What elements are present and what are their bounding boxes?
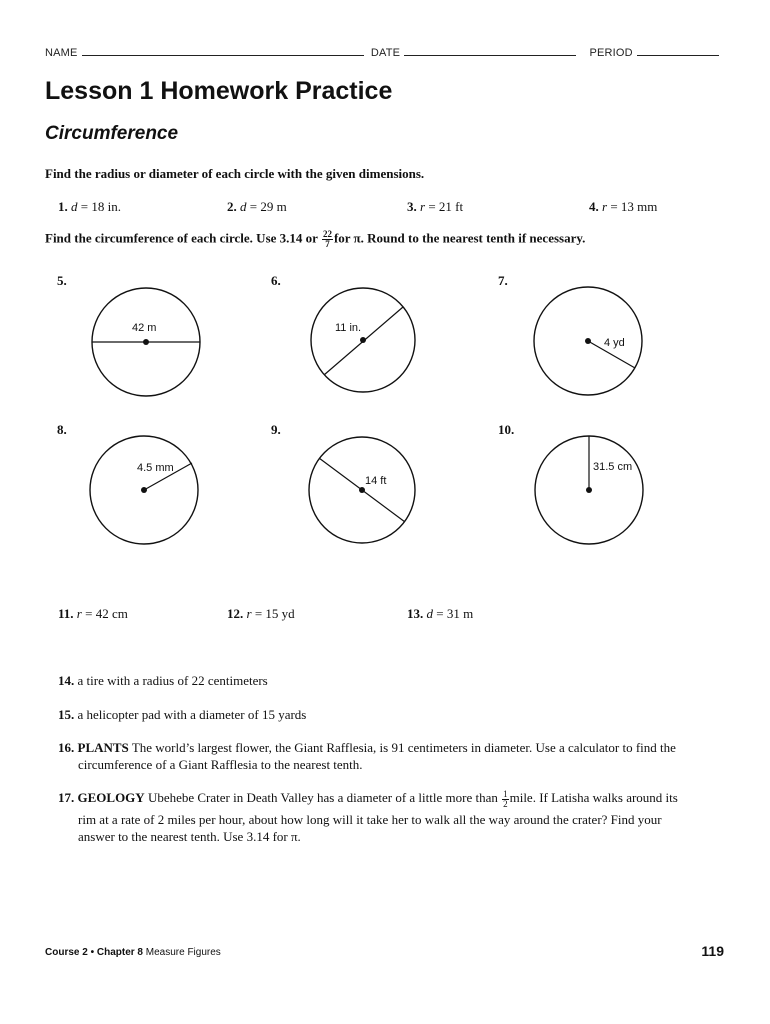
- dimension-label: 42 m: [132, 322, 157, 334]
- problem-text: = 42 cm: [81, 606, 128, 621]
- fraction-numerator: 22: [322, 229, 332, 239]
- problem-text-continued: rim at a rate of 2 miles per hour, about how long will it take her to walk all the way around the crater? Find your: [78, 811, 662, 827]
- topic-tag: PLANTS: [77, 740, 129, 755]
- problem-9-number: 9.: [271, 422, 281, 437]
- center-point: [586, 487, 592, 493]
- problem-number: 2.: [227, 199, 237, 214]
- period-blank[interactable]: [637, 46, 719, 56]
- problem-11: [58, 606, 128, 622]
- problem-2: [227, 199, 287, 215]
- section1-instruction: Find the radius or diameter of each circle with the given dimensions.: [45, 166, 425, 181]
- instruction-text: Find the circumference of each circle. Use 3.14 or: [45, 230, 318, 246]
- problem-text: = 21 ft: [425, 199, 464, 214]
- problem-text: = 18 in.: [77, 199, 121, 214]
- page-number: 119: [701, 943, 724, 959]
- problem-variable: r: [76, 606, 82, 621]
- problem-variable: d: [240, 199, 247, 214]
- problem-variable: r: [602, 199, 608, 214]
- section2-instruction: [45, 230, 585, 249]
- problem-1: [58, 199, 121, 215]
- circle-figure-9: [306, 433, 418, 553]
- problem-10-number: 10.: [498, 422, 515, 437]
- period-label: PERIOD: [589, 47, 633, 59]
- problem-12: [227, 606, 295, 622]
- footer-bullet: •: [87, 947, 97, 958]
- page-subtitle: Circumference: [45, 123, 179, 144]
- problem-text: a tire with a radius of 22 centimeters: [77, 673, 268, 688]
- circle-figure-10: [533, 433, 645, 553]
- student-info-header: [45, 46, 723, 59]
- problem-17: [58, 789, 718, 845]
- chapter-topic: Measure Figures: [142, 947, 221, 958]
- circle-figure-8: [88, 433, 200, 553]
- center-point: [359, 487, 365, 493]
- problem-variable: d: [426, 606, 433, 621]
- dimension-label: 11 in.: [335, 322, 362, 334]
- problem-number: 12.: [227, 606, 244, 621]
- dimension-label: 31.5 cm: [593, 461, 633, 473]
- problem-5-number: 5.: [57, 273, 67, 288]
- problem-text: = 13 mm: [607, 199, 658, 214]
- problem-text: = 15 yd: [251, 606, 295, 621]
- problem-3: [407, 199, 463, 215]
- fraction-one-half: [502, 790, 509, 809]
- problem-4: [589, 199, 657, 215]
- problem-text: mile. If Latisha walks around its: [509, 790, 678, 805]
- problem-number: 14.: [58, 673, 75, 688]
- dimension-label: 14 ft: [365, 475, 387, 487]
- problem-number: 15.: [58, 707, 75, 722]
- problem-text-continued: answer to the nearest tenth. Use 3.14 for π.: [78, 828, 301, 844]
- problem-number: 16.: [58, 740, 75, 755]
- problem-number: 11.: [58, 606, 74, 621]
- problem-text: = 29 m: [246, 199, 287, 214]
- problem-text: Ubehebe Crater in Death Valley has a diameter of a little more than: [147, 790, 498, 805]
- problem-variable: d: [71, 199, 78, 214]
- circle-figure-7: [532, 283, 644, 403]
- dimension-label: 4 yd: [604, 337, 625, 349]
- course-label: Course 2: [45, 947, 88, 958]
- instruction-text: for π. Round to the nearest tenth if necessary.: [333, 230, 586, 246]
- problem-number: 1.: [58, 199, 68, 214]
- footer-course-info: [45, 947, 221, 958]
- problem-number: 4.: [589, 199, 599, 214]
- fraction-denominator: 7: [325, 239, 330, 249]
- problem-number: 13.: [407, 606, 424, 621]
- page-title: Lesson 1 Homework Practice: [45, 77, 393, 105]
- problem-variable: r: [246, 606, 252, 621]
- problem-text: a helicopter pad with a diameter of 15 yards: [77, 707, 307, 722]
- problem-8-number: 8.: [57, 422, 67, 437]
- fraction-22-over-7: [322, 230, 333, 249]
- circle-figure-5: [90, 283, 202, 403]
- problem-number: 17.: [58, 790, 75, 805]
- center-point: [143, 339, 149, 345]
- fraction-denominator: 2: [503, 798, 508, 809]
- problem-14: [58, 673, 268, 689]
- problem-text: = 31 m: [433, 606, 474, 621]
- problem-6-number: 6.: [271, 273, 281, 288]
- problem-number: 3.: [407, 199, 417, 214]
- center-point: [360, 337, 366, 343]
- center-point: [585, 338, 591, 344]
- center-point: [141, 487, 147, 493]
- topic-tag: GEOLOGY: [77, 790, 145, 805]
- problem-13: [407, 606, 473, 622]
- problem-15: [58, 707, 306, 723]
- name-label: NAME: [45, 47, 78, 59]
- problem-variable: r: [420, 199, 426, 214]
- problem-text-continued: circumference of a Giant Rafflesia to the nearest tenth.: [78, 757, 363, 772]
- problem-text: The world’s largest flower, the Giant Rafflesia, is 91 centimeters in diameter. Use a calculator to find the: [131, 740, 676, 755]
- problem-7-number: 7.: [498, 273, 508, 288]
- name-blank[interactable]: [82, 46, 364, 56]
- chapter-label: Chapter 8: [96, 947, 143, 958]
- date-blank[interactable]: [404, 46, 576, 56]
- fraction-numerator: 1: [503, 788, 508, 799]
- date-label: DATE: [370, 47, 401, 59]
- problem-16: [58, 739, 718, 773]
- circle-figure-6: [308, 283, 420, 403]
- dimension-label: 4.5 mm: [137, 462, 174, 474]
